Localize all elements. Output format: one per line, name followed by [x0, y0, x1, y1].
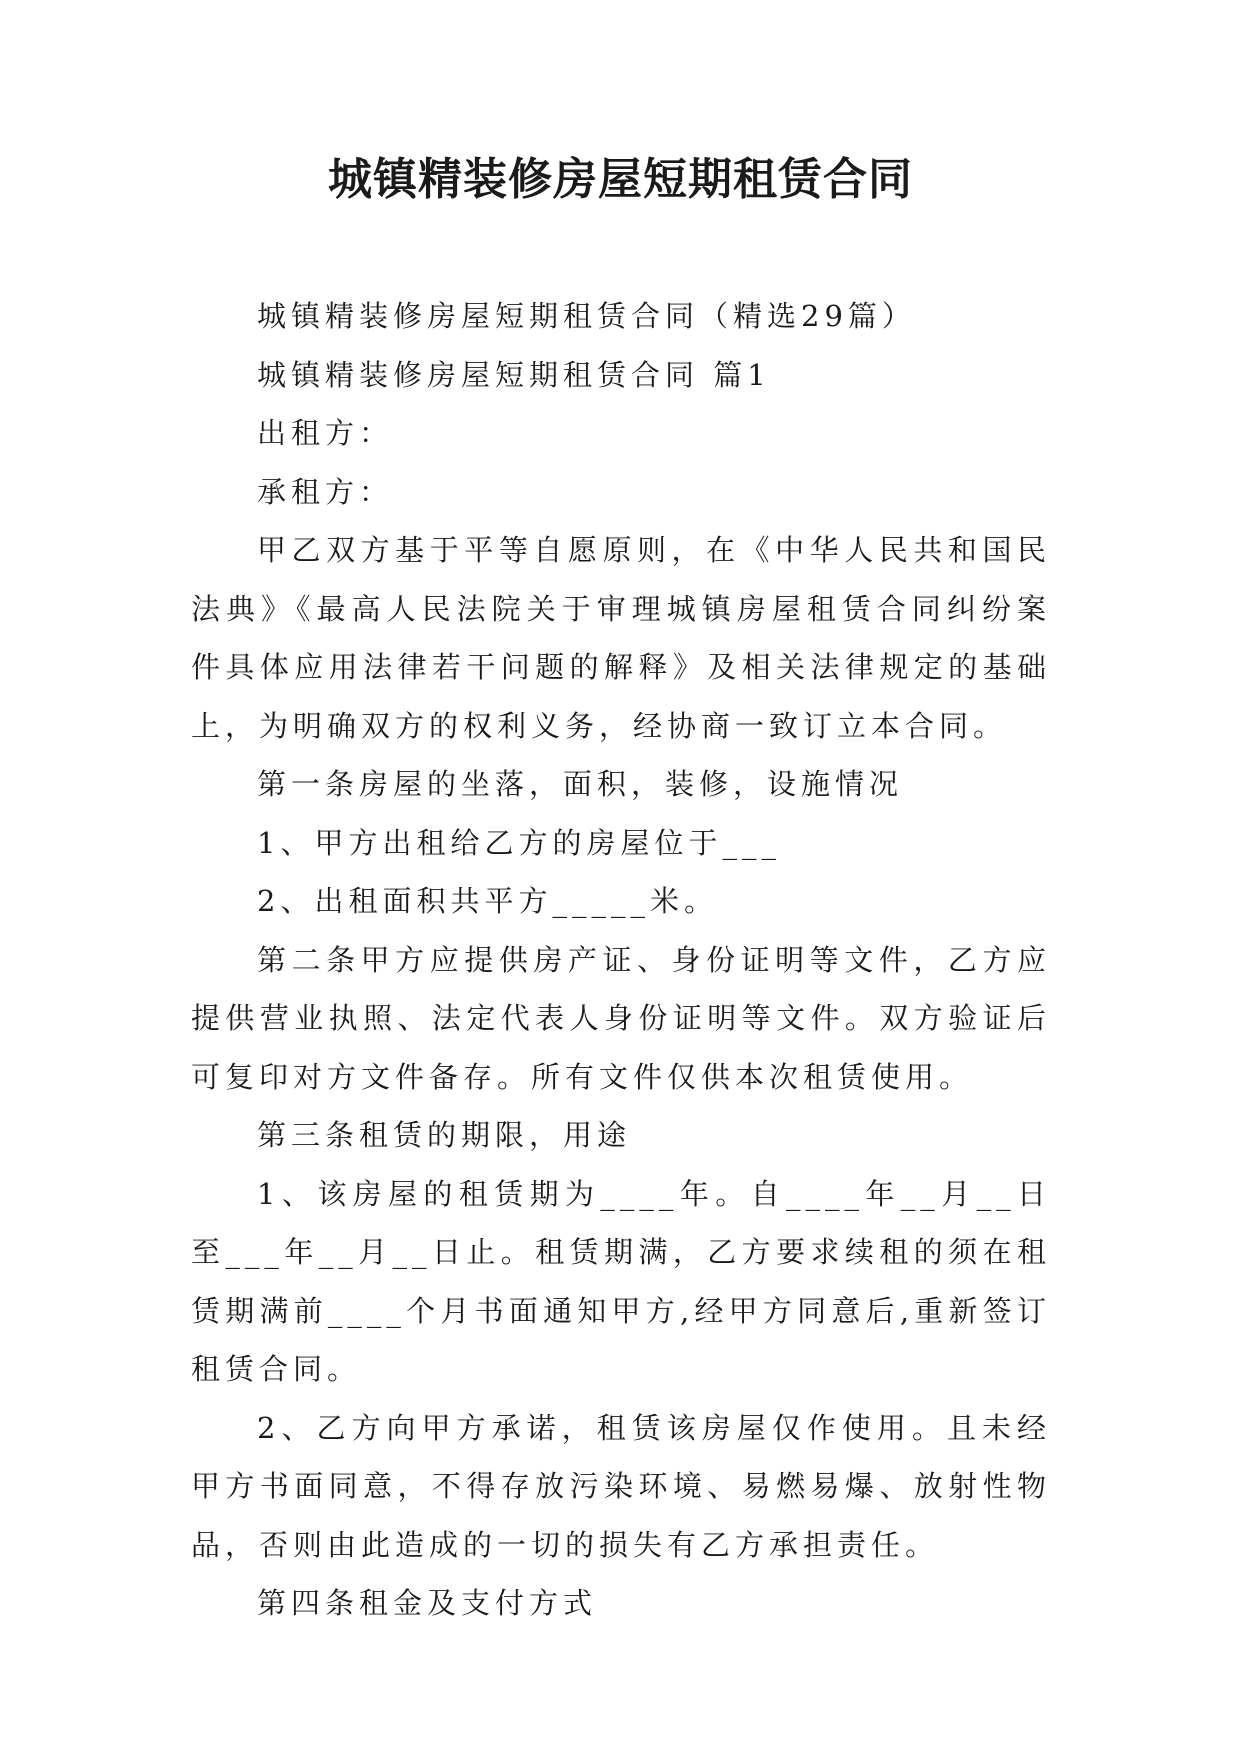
document-body	[191, 287, 1051, 1633]
paragraph-article-2: 第二条甲方应提供房产证、身份证明等文件，乙方应提供营业执照、法定代表人身份证明等文件。双方验证后可复印对方文件备存。所有文件仅供本次租赁使用。	[191, 942, 1051, 1094]
paragraph-section-heading: 城镇精装修房屋短期租赁合同 篇1	[257, 357, 771, 392]
paragraph-article-3-item-1: 1、该房屋的租赁期为____年。自____年__月__日至___年__月__日止。租赁期满，乙方要求续租的须在租赁期满前____个月书面通知甲方,经甲方同意后,重新签订租赁合同。	[191, 1176, 1051, 1386]
paragraph-preamble: 甲乙双方基于平等自愿原则，在《中华人民共和国民法典》《最高人民法院关于审理城镇房屋租赁合同纠纷案件具体应用法律若干问题的解释》及相关法律规定的基础上，为明确双方的权利义务，经协商一致订立本合同。	[191, 533, 1051, 743]
paragraph-article-1-item-2: 2、出租面积共平方_____米。	[257, 884, 718, 918]
document-title: 城镇精装修房屋短期租赁合同	[328, 154, 913, 205]
paragraph-article-3-item-2: 2、乙方向甲方承诺，租赁该房屋仅作使用。且未经甲方书面同意，不得存放污染环境、易燃易爆、放射性物品，否则由此造成的一切的损失有乙方承担责任。	[191, 1410, 1051, 1562]
paragraph-lessor: 出租方：	[257, 416, 394, 450]
paragraph-article-3: 第三条租赁的期限，用途	[257, 1118, 632, 1152]
paragraph-article-1-item-1: 1、甲方出租给乙方的房屋位于___	[257, 825, 781, 860]
paragraph-subtitle: 城镇精装修房屋短期租赁合同（精选29篇）	[257, 299, 916, 333]
paragraph-lessee: 承租方：	[257, 474, 394, 509]
paragraph-article-1: 第一条房屋的坐落，面积，装修，设施情况	[257, 767, 904, 801]
paragraph-article-4: 第四条租金及支付方式	[257, 1586, 598, 1620]
